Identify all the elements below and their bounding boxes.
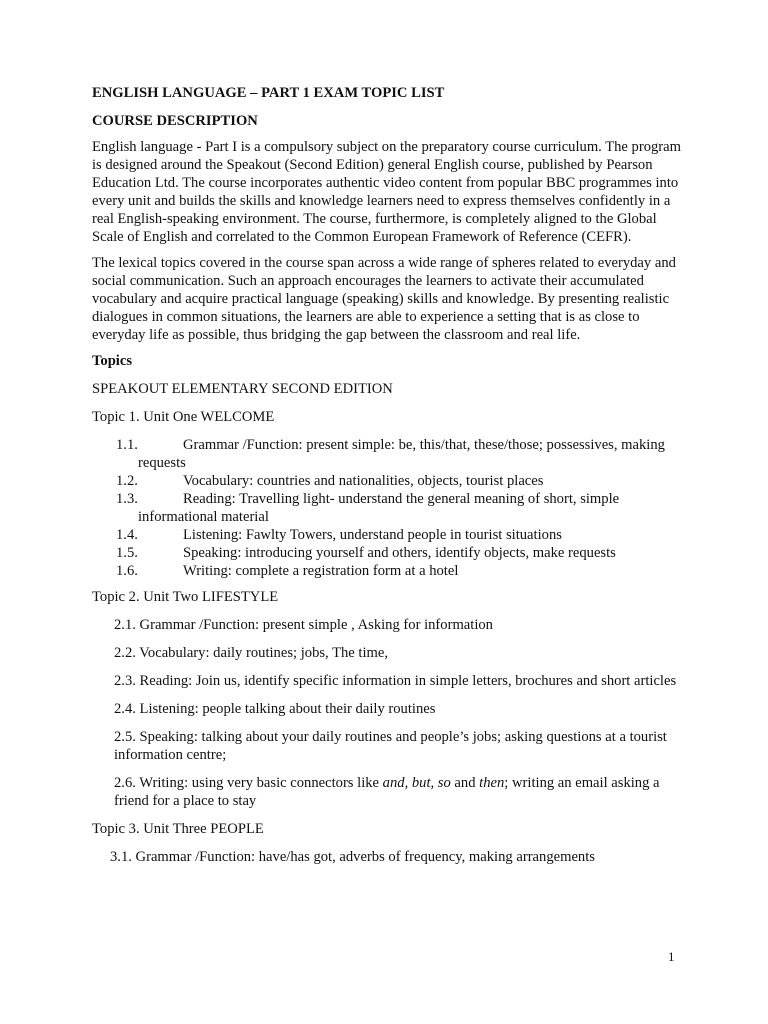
edition-label: SPEAKOUT ELEMENTARY SECOND EDITION bbox=[92, 381, 393, 397]
list-item-number: 1.2. bbox=[116, 473, 138, 489]
document-title: ENGLISH LANGUAGE – PART 1 EXAM TOPIC LIST bbox=[92, 85, 445, 101]
topic-2-item-3: 2.3. Reading: Join us, identify specific information in simple letters, brochures and short articles bbox=[114, 673, 677, 689]
item-text: 2.6. Writing: using very basic connectors like bbox=[114, 775, 383, 791]
list-item bbox=[92, 472, 688, 490]
course-description-paragraph-2: The lexical topics covered in the course span across a wide range of spheres related to everyday and social communication. Such an approach encourages the learners to activate their accumulated vocabulary and acquire practical language (speaking) skills and knowledge. By presenting realistic dialogues in common situations, the learners are able to experience a setting that is as close to everyday life as possible, thus bridging the gap between the classroom and real life. bbox=[92, 255, 676, 343]
topic-2-item-6 bbox=[92, 774, 688, 810]
item-text: and bbox=[450, 775, 480, 791]
topic-2-item-2: 2.2. Vocabulary: daily routines; jobs, The time, bbox=[114, 645, 389, 661]
item-text: ; writing an email asking a friend for a place to stay bbox=[114, 775, 660, 809]
course-description-paragraph-1: English language - Part I is a compulsory subject on the preparatory course curriculum. The program is designed around the Speakout (Second Edition) general English course, published by Pearson Education Ltd. The course incorporates authentic video content from popular BBC programmes into every unit and builds the skills and knowledge learners need to express themselves confidently in a real English-speaking environment. The course, furthermore, is completely aligned to the Global Scale of English and correlated to the Common European Framework of Reference (CEFR). bbox=[92, 139, 681, 245]
list-item-number: 1.3. bbox=[116, 491, 138, 507]
topic-2-item-1: 2.1. Grammar /Function: present simple , Asking for information bbox=[114, 617, 493, 633]
list-item-number: 1.1. bbox=[116, 437, 138, 453]
list-item-text: Grammar /Function: present simple: be, this/that, these/those; possessives, making requests bbox=[138, 437, 665, 471]
list-item bbox=[92, 490, 688, 526]
list-item bbox=[92, 436, 688, 472]
list-item-text: Reading: Travelling light- understand the general meaning of short, simple informational material bbox=[138, 491, 620, 525]
list-item-text: Speaking: introducing yourself and others, identify objects, make requests bbox=[183, 545, 616, 561]
list-item bbox=[92, 526, 688, 544]
list-item bbox=[92, 562, 688, 580]
topic-1-list bbox=[92, 436, 688, 580]
page-number: 1 bbox=[668, 949, 675, 964]
item-emphasis: then bbox=[479, 775, 505, 791]
topic-1-title: Topic 1. Unit One WELCOME bbox=[92, 409, 275, 425]
list-item-text: Writing: complete a registration form at a hotel bbox=[183, 563, 459, 579]
document-page bbox=[92, 84, 688, 874]
list-item-number: 1.5. bbox=[116, 545, 138, 561]
list-item-number: 1.6. bbox=[116, 563, 138, 579]
topic-2-item-5: 2.5. Speaking: talking about your daily routines and people’s jobs; asking questions at a tourist information centre; bbox=[114, 729, 667, 763]
list-item bbox=[92, 544, 688, 562]
list-item-text: Listening: Fawlty Towers, understand people in tourist situations bbox=[183, 527, 562, 543]
topic-2-item-4: 2.4. Listening: people talking about their daily routines bbox=[114, 701, 436, 717]
topic-3-item-1: 3.1. Grammar /Function: have/has got, adverbs of frequency, making arrangements bbox=[110, 849, 595, 865]
list-item-number: 1.4. bbox=[116, 527, 138, 543]
list-item-text: Vocabulary: countries and nationalities, objects, tourist places bbox=[183, 473, 544, 489]
topic-2-title: Topic 2. Unit Two LIFESTYLE bbox=[92, 589, 279, 605]
course-description-heading: COURSE DESCRIPTION bbox=[92, 113, 258, 129]
item-emphasis: and, but, so bbox=[382, 775, 451, 791]
topic-3-title: Topic 3. Unit Three PEOPLE bbox=[92, 821, 264, 837]
topics-heading: Topics bbox=[92, 353, 133, 369]
